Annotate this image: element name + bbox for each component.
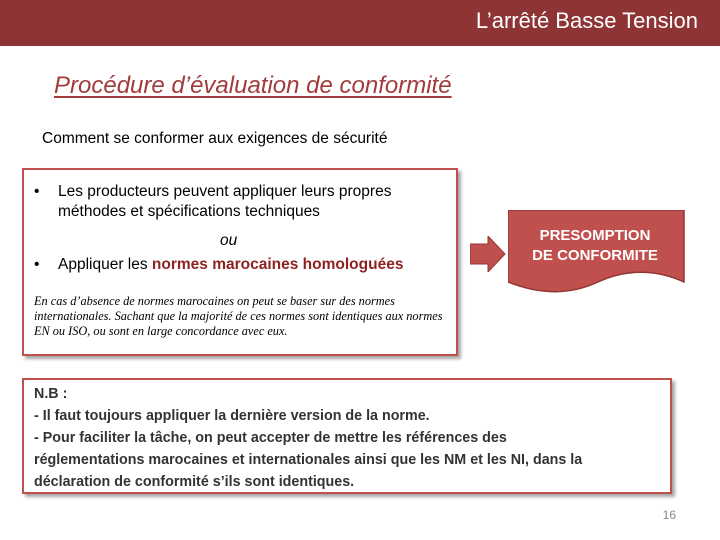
- nb-box: [22, 378, 672, 494]
- slide-title: Procédure d’évaluation de conformité: [54, 72, 452, 99]
- slide-subtitle: Comment se conformer aux exigences de sécurité: [42, 130, 388, 147]
- right-arrow-icon: [470, 236, 506, 272]
- methods-box: [22, 168, 458, 356]
- nb-line-4: déclaration de conformité s’ils sont identiques.: [34, 474, 355, 490]
- header-band: [0, 0, 720, 46]
- bullet-standards-emphasis: normes marocaines homologuées: [151, 256, 404, 273]
- conformity-presumption-line2: DE CONFORMITE: [532, 247, 658, 264]
- bullet-standards-prefix: Appliquer les: [58, 256, 152, 273]
- page-number: 16: [662, 508, 676, 522]
- nb-line-2: - Pour faciliter la tâche, on peut accepter de mettre les références des: [34, 430, 507, 446]
- bullet-own-methods-text: Les producteurs peuvent appliquer leurs propres méthodes et spécifications techniques: [58, 183, 392, 220]
- bullet-dot: •: [34, 256, 40, 273]
- absence-note: En cas d’absence de normes marocaines on peut se baser sur des normes internationales. Sachant que la majorité de ces normes sont identiques aux normes EN ou ISO, ou sont en large concordance avec eux.: [34, 294, 443, 338]
- conformity-presumption-line1: PRESOMPTION: [539, 227, 651, 244]
- bullet-dot: •: [34, 183, 40, 200]
- bullet-standards-text: [58, 256, 403, 274]
- header-title: L’arrêté Basse Tension: [475, 8, 698, 33]
- nb-line-1: - Il faut toujours appliquer la dernière version de la norme.: [34, 408, 430, 424]
- nb-line-3: réglementations marocaines et internationales ainsi que les NM et les NI, dans la: [34, 452, 583, 468]
- conformity-presumption-label: [508, 226, 682, 266]
- nb-heading: N.B :: [34, 386, 68, 402]
- or-word: ou: [220, 232, 238, 249]
